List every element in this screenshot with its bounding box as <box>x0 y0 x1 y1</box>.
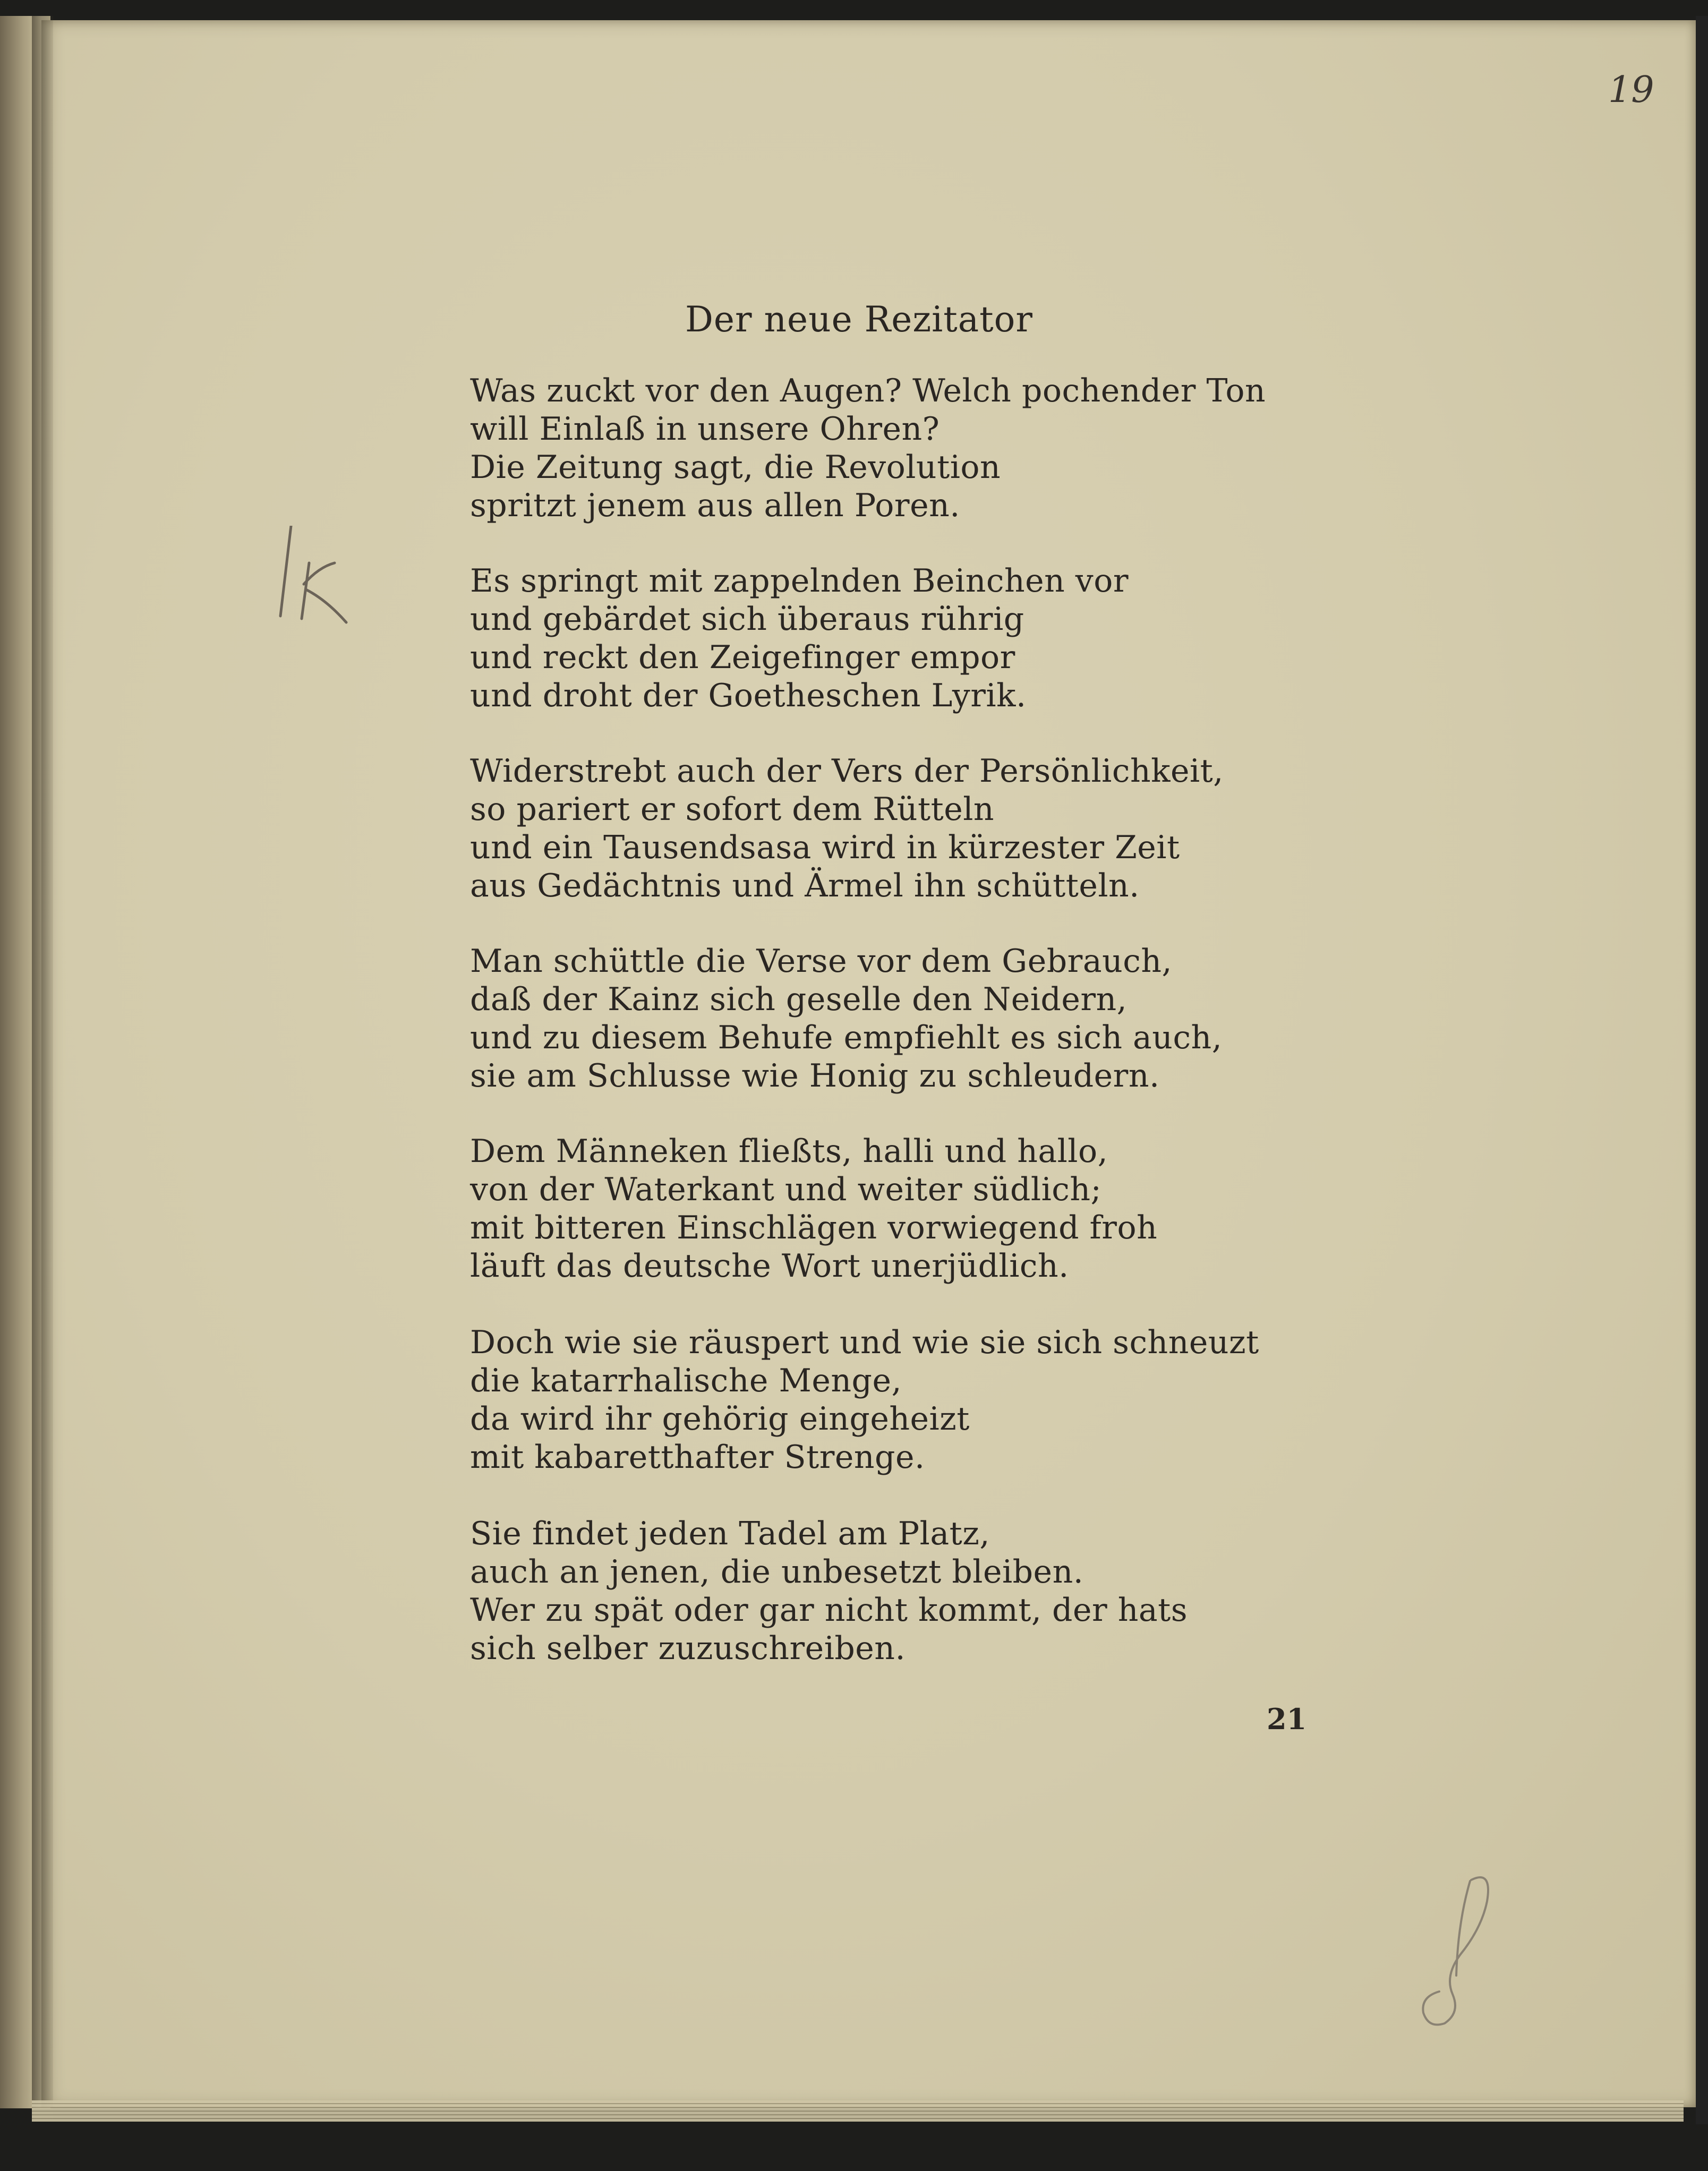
verse-line: und droht der Goetheschen Lyrik. <box>470 677 1027 714</box>
verse-line: von der Waterkant und weiter südlich; <box>470 1171 1102 1208</box>
verse-line: da wird ihr gehörig eingeheizt <box>470 1400 970 1438</box>
verse-line: aus Gedächtnis und Ärmel ihn schütteln. <box>470 867 1140 904</box>
verse-line: Sie findet jeden Tadel am Platz, <box>470 1515 990 1552</box>
verse-line: will Einlaß in unsere Ohren? <box>470 411 940 448</box>
stanza-7 <box>470 1515 1267 1668</box>
verse-line: und gebärdet sich überaus rührig <box>470 601 1024 638</box>
verse-line: mit kabaretthafter Strenge. <box>470 1439 925 1476</box>
verse-line: Was zuckt vor den Augen? Welch pochender Ton <box>470 372 1266 409</box>
verse-line: spritzt jenem aus allen Poren. <box>470 487 960 524</box>
verse-line: auch an jenen, die unbesetzt bleiben. <box>470 1553 1084 1591</box>
verse-line: die katarrhalische Menge, <box>470 1362 902 1399</box>
stanza-5 <box>470 1132 1267 1285</box>
verse-line: Widerstrebt auch der Vers der Persönlichkeit, <box>470 753 1224 790</box>
verse-line: sie am Schlusse wie Honig zu schleudern. <box>470 1057 1160 1095</box>
verse-line: Die Zeitung sagt, die Revolution <box>470 449 1001 486</box>
archive-page-number: 19 <box>1608 69 1654 111</box>
verse-line: Es springt mit zappelnden Beinchen vor <box>470 562 1129 600</box>
verse-line: so pariert er sofort dem Rütteln <box>470 791 995 828</box>
verse-line: Doch wie sie räuspert und wie sie sich schneuzt <box>470 1324 1259 1361</box>
verse-line: und ein Tausendsasa wird in kürzester Zeit <box>470 829 1180 866</box>
verse-line: läuft das deutsche Wort unerjüdlich. <box>470 1247 1069 1285</box>
page-number: 21 <box>1267 1702 1307 1736</box>
verse-line: mit bitteren Einschlägen vorwiegend froh <box>470 1209 1158 1246</box>
stanza-6 <box>470 1323 1267 1476</box>
stanza-3 <box>470 752 1267 905</box>
verse-line: und zu diesem Behufe empfiehlt es sich auch, <box>470 1019 1223 1056</box>
verse-line: und reckt den Zeigefinger empor <box>470 639 1015 676</box>
verse-line: sich selber zuzuschreiben. <box>470 1630 906 1667</box>
stanza-1 <box>470 372 1267 525</box>
verse-line: Man schüttle die Verse vor dem Gebrauch, <box>470 943 1173 980</box>
verse-line: daß der Kainz sich geselle den Neidern, <box>470 981 1128 1018</box>
verse-line: Dem Männeken fließts, halli und hallo, <box>470 1133 1108 1170</box>
pencil-signature-icon <box>1407 1869 1503 2034</box>
poem-title: Der neue Rezitator <box>685 299 1033 340</box>
verse-line: Wer zu spät oder gar nicht kommt, der hats <box>470 1592 1188 1629</box>
stanza-2 <box>470 562 1267 715</box>
stanza-4 <box>470 942 1267 1095</box>
